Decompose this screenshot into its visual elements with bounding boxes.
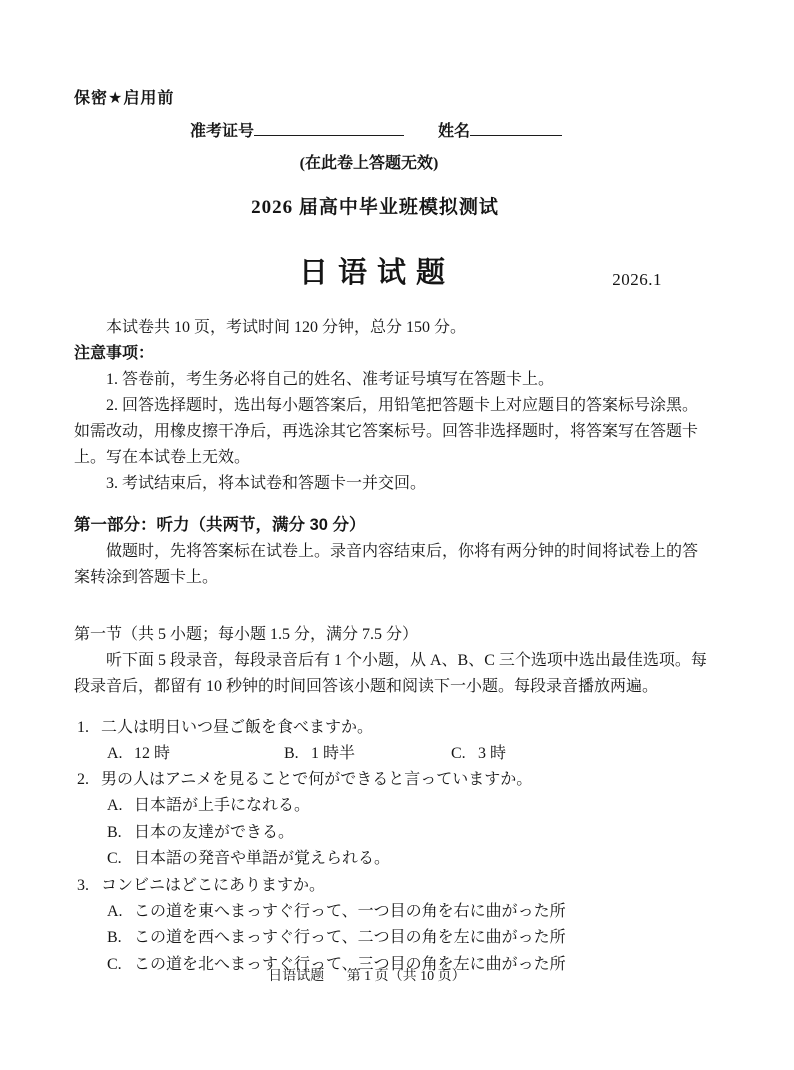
question-text: コンビニはどこにありますか。 [101,876,326,894]
option-b [77,820,712,847]
title-row [74,251,712,295]
security-notice: 保密★启用前 [74,90,175,107]
option-text: 3 時 [478,745,507,762]
notes-heading: 注意事项： [74,345,155,362]
option-label: B. [107,823,122,841]
session-title: 2026 届高中毕业班模拟测试 [251,197,499,218]
option-label: A. [107,745,123,762]
option-text: 日本語が上手になれる。 [134,797,311,814]
option-text: この道を北へまっすぐ行って、三つ目の角を左に曲がった所 [134,955,566,973]
option-c [451,741,506,767]
question-2 [77,767,712,873]
invalid-notice: (在此卷上答题无效) [299,155,439,172]
question-number: 3. [77,876,89,894]
name-label: 姓名 [438,123,471,140]
option-label: A. [107,902,123,920]
note-item-1: 1. 答卷前，考生务必将自己的姓名、准考证号填写在答题卡上。 [106,371,555,388]
question-3 [77,873,712,979]
footer-page-label: 第 1 页（共 10 页） [346,969,466,984]
option-b [284,741,451,767]
option-text: 12 時 [134,745,171,762]
option-label: B. [284,745,299,762]
name-line [470,119,562,136]
question-text-line [77,715,712,741]
paper-title: 日语试题 [298,257,455,289]
footer-doc-label: 日语试题 [268,969,325,984]
question-1 [77,715,712,767]
option-label: C. [107,850,122,867]
option-text: 日本の友達ができる。 [134,823,295,841]
question-text: 二人は明日いつ昼ご飯を食べますか。 [101,719,374,736]
question-list [74,715,712,978]
part1-instruction: 做题时，先将答案标在试卷上。录音内容结束后，你将有两分钟的时间将试卷上的答案转涂到答题卡上。 [74,543,699,586]
question-text-line [77,767,712,793]
question-1-options [77,741,712,767]
option-a [77,899,712,926]
option-label: C. [451,745,466,762]
question-number: 1. [77,719,89,736]
paper-date: 2026.1 [612,270,662,289]
admission-number-line [254,119,404,136]
question-number: 2. [77,771,89,788]
part1-heading: 第一部分：听力（共两节，满分 30 分） [74,516,366,534]
page-footer [48,964,686,990]
option-a [77,793,712,820]
section1-instruction: 听下面 5 段录音，每段录音后有 1 个小题，从 A、B、C 三个选项中选出最佳选项。每段录音后，都留有 10 秒钟的时间回答该小题和阅读下一小题。每段录音播放两遍。 [74,652,707,695]
option-text: 1 時半 [311,745,356,762]
option-text: この道を東へまっすぐ行って、一つ目の角を右に曲がった所 [134,902,566,920]
candidate-fields [74,119,712,145]
question-text: 男の人はアニメを見ることで何ができると言っていますか。 [101,771,533,788]
note-item-3: 3. 考试结束后，将本试卷和答题卡一并交回。 [106,475,427,492]
option-label: C. [107,955,122,973]
option-c [77,846,712,873]
admission-number-label: 准考证号 [190,123,255,140]
section1-heading: 第一节（共 5 小题；每小题 1.5 分，满分 7.5 分） [74,626,419,643]
paper-info: 本试卷共 10 页，考试时间 120 分钟，总分 150 分。 [106,319,467,336]
option-b [77,925,712,952]
option-label: A. [107,797,123,814]
option-a [107,741,284,767]
question-text-line [77,873,712,899]
option-text: この道を西へまっすぐ行って、二つ目の角を左に曲がった所 [134,929,566,946]
option-text: 日本語の発音や単語が覚えられる。 [134,850,391,867]
option-label: B. [107,929,122,946]
note-item-2: 2. 回答选择题时，选出每小题答案后，用铅笔把答题卡上对应题目的答案标号涂黑。如需改动，用橡皮擦干净后，再选涂其它答案标号。回答非选择题时，将答案写在答题卡上。写在本试卷上无效。 [74,397,699,466]
